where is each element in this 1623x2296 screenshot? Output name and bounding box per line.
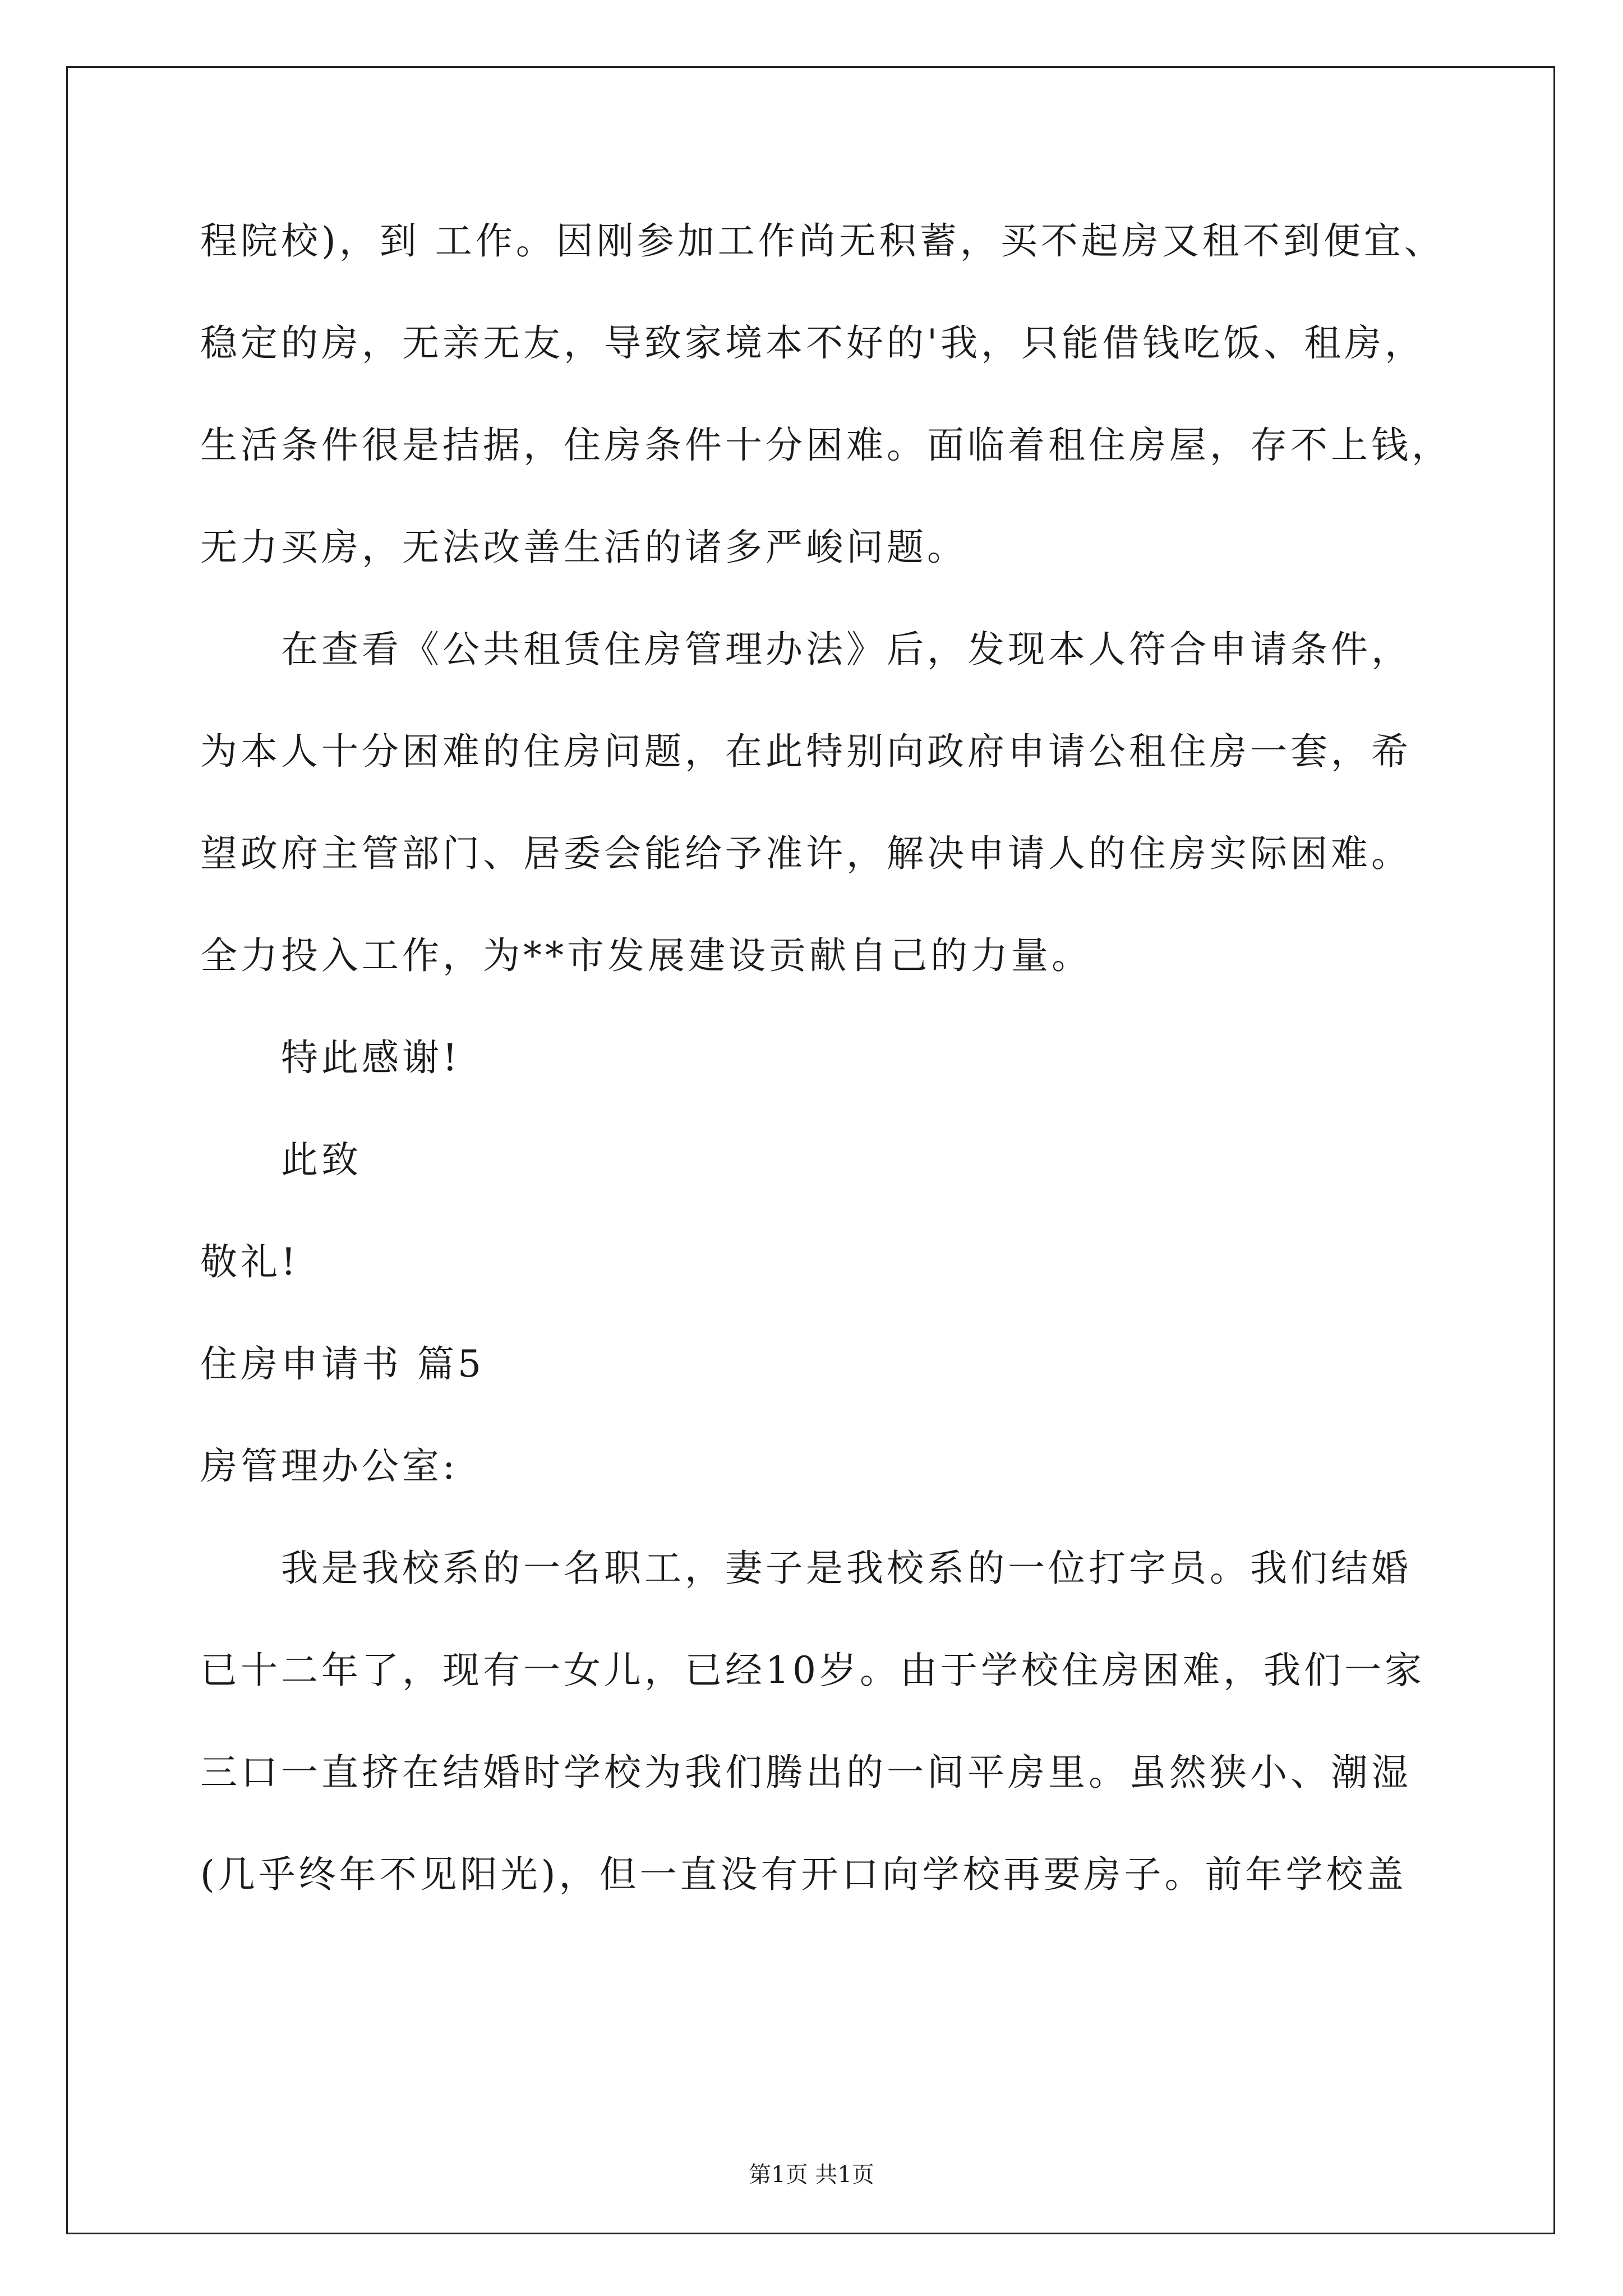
closing-salutation: 此致 [281, 1138, 362, 1181]
section-heading: 住房申请书 篇5 [200, 1342, 485, 1386]
paragraph-line: 已十二年了，现有一女儿，已经10岁。由于学校住房困难，我们一家 [200, 1649, 1425, 1692]
paragraph-line: 我是我校系的一名职工，妻子是我校系的一位打字员。我们结婚 [281, 1547, 1412, 1590]
paragraph-line: 为本人十分困难的住房问题，在此特别向政府申请公租住房一套，希 [200, 730, 1412, 773]
closing-thanks: 特此感谢! [281, 1036, 461, 1079]
paragraph-line: 无力买房，无法改善生活的诸多严峻问题。 [200, 526, 967, 569]
paragraph-line: 程院校)，到 工作。因刚参加工作尚无积蓄，买不起房又租不到便宜、 [200, 219, 1445, 263]
letter-addressee: 房管理办公室: [200, 1444, 459, 1488]
page-number-footer: 第1页 共1页 [749, 2162, 874, 2188]
paragraph-line: 三口一直挤在结婚时学校为我们腾出的一间平房里。虽然狭小、潮湿 [200, 1751, 1412, 1794]
paragraph-line: 望政府主管部门、居委会能给予准许，解决申请人的住房实际困难。 [200, 832, 1412, 875]
paragraph-line: 生活条件很是拮据，住房条件十分困难。面临着租住房屋，存不上钱， [200, 424, 1452, 467]
paragraph-line: (几乎终年不见阳光)，但一直没有开口向学校再要房子。前年学校盖 [200, 1853, 1407, 1896]
closing-regards: 敬礼! [200, 1240, 299, 1283]
paragraph-line: 全力投入工作，为**市发展建设贡献自己的力量。 [200, 934, 1092, 977]
paragraph-line: 在查看《公共租赁住房管理办法》后，发现本人符合申请条件， [281, 628, 1412, 671]
paragraph-line: 稳定的房，无亲无友，导致家境本不好的'我，只能借钱吃饭、租房， [200, 321, 1426, 365]
